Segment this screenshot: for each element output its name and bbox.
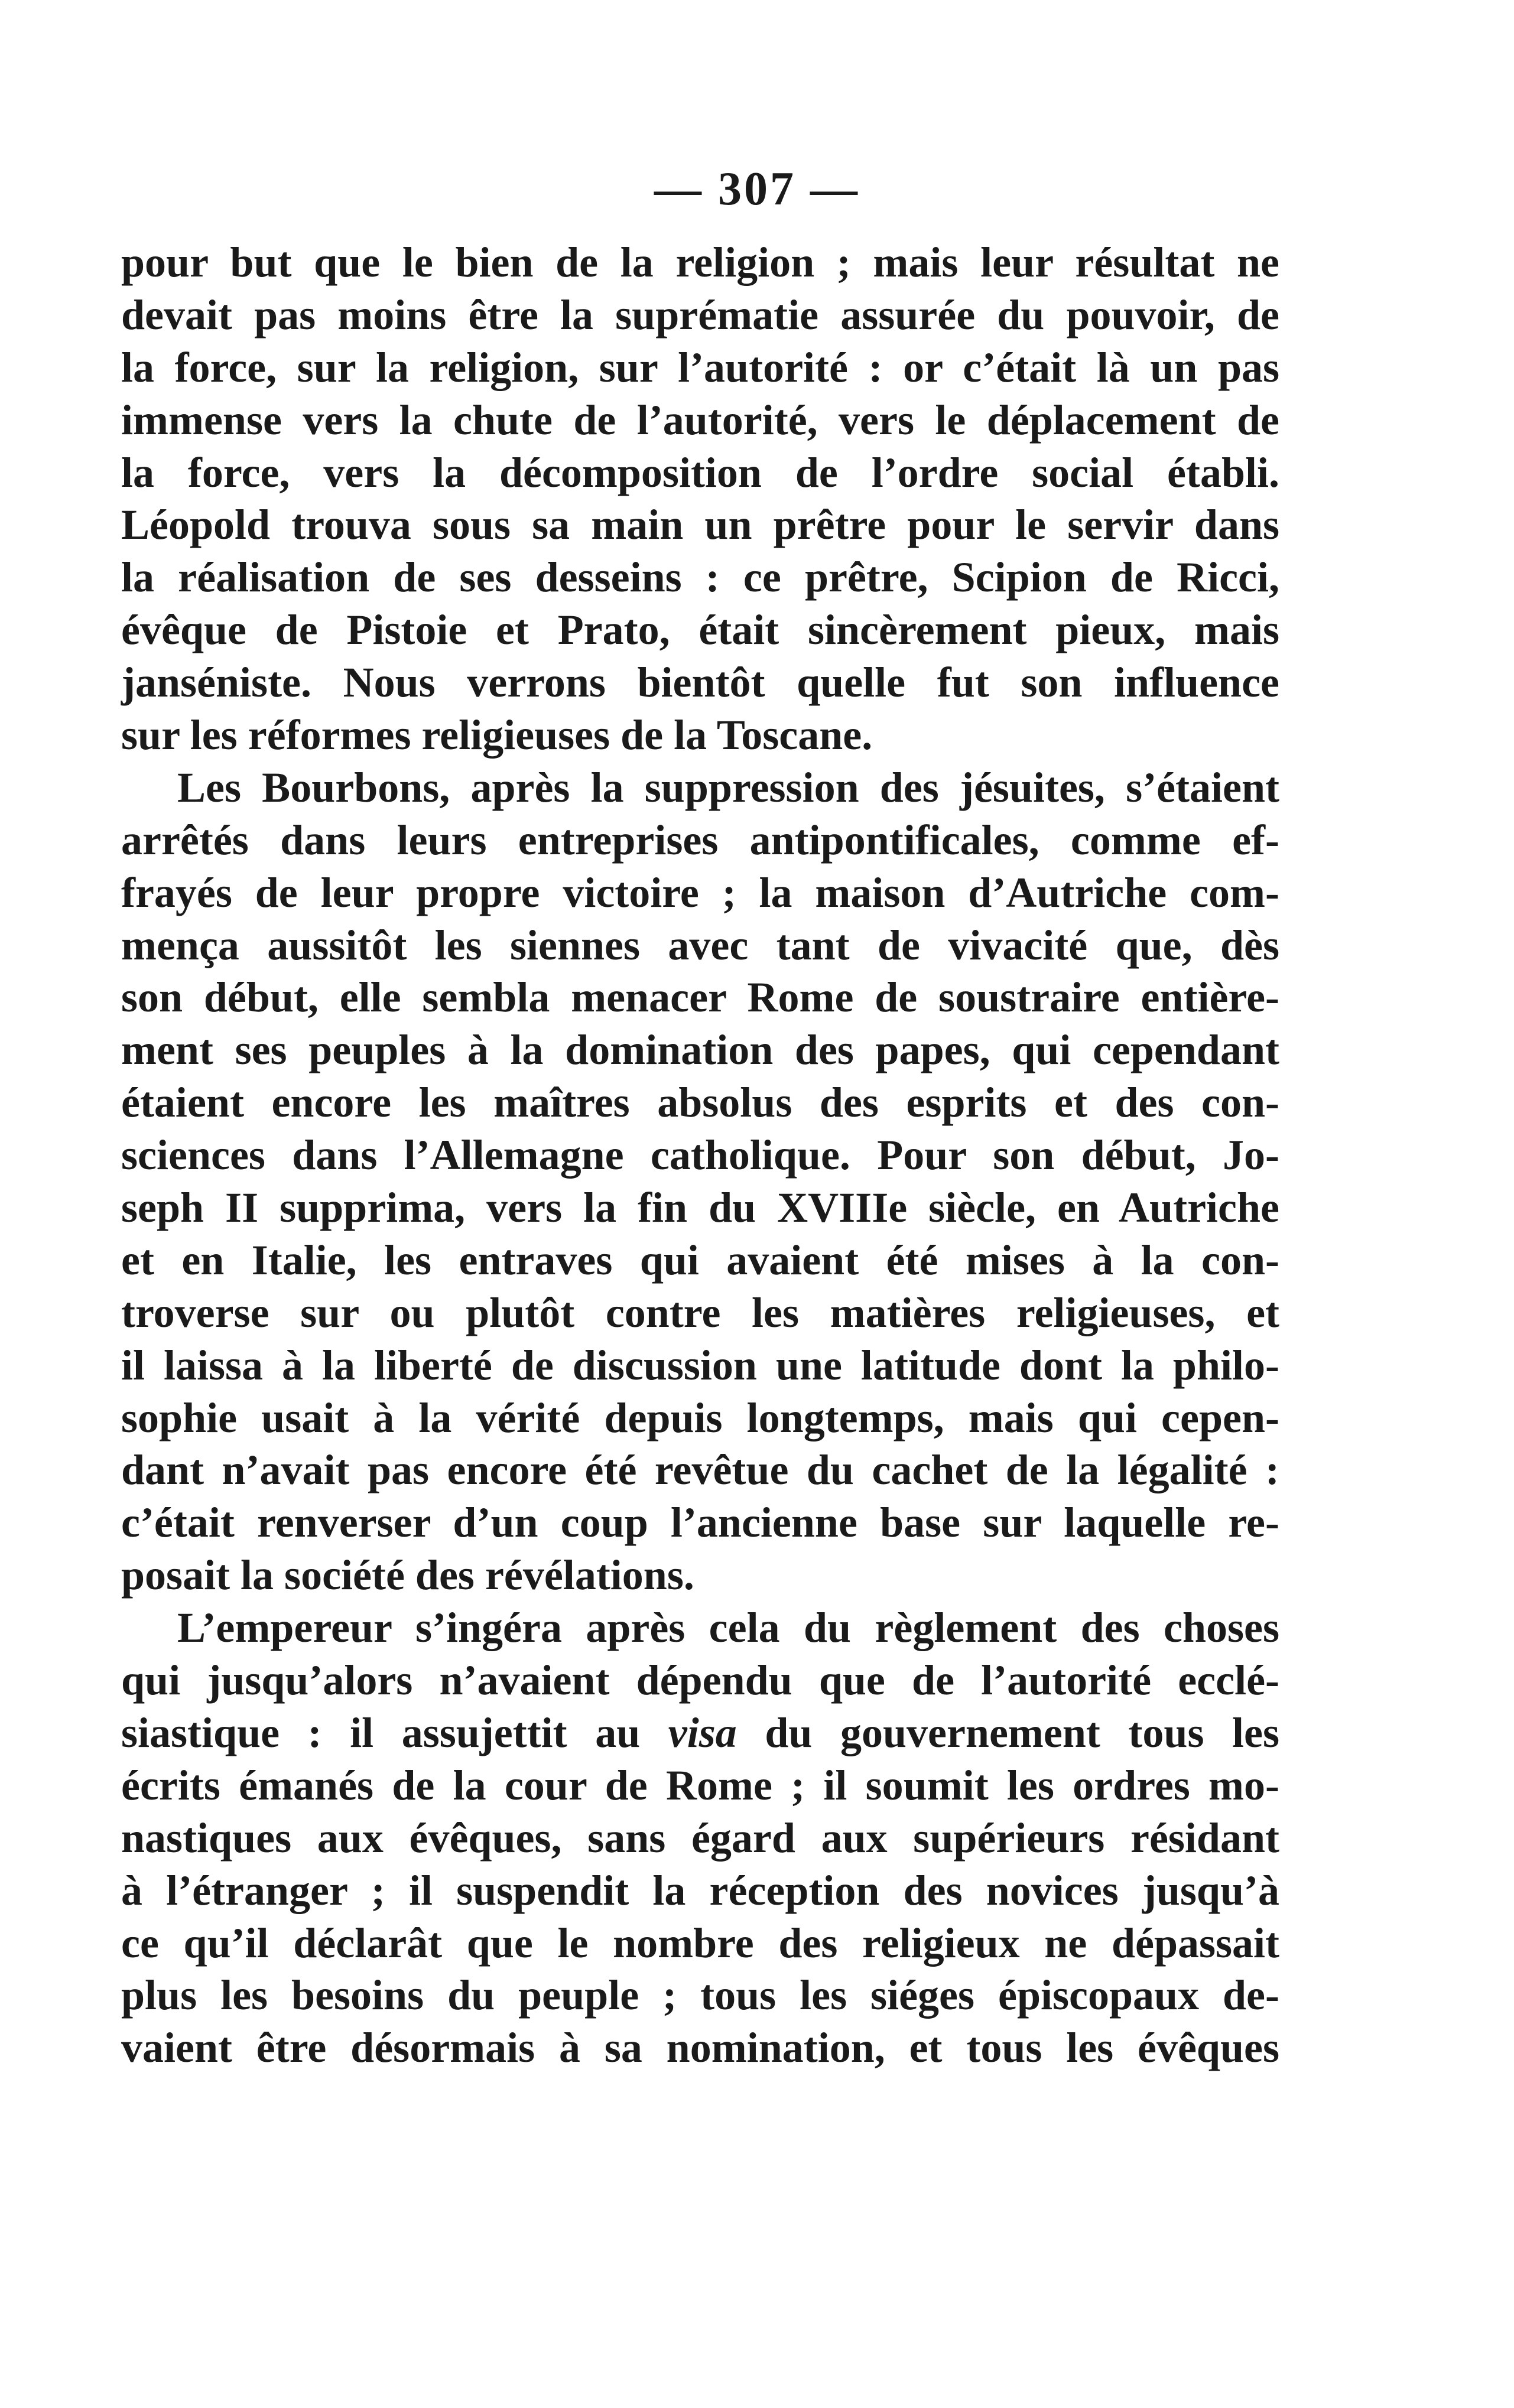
text-line: troverse sur ou plutôt contre les matières religieuses, et: [121, 1288, 1279, 1336]
text-line: la réalisation de ses desseins : ce prêtre, Scipion de Ricci,: [121, 554, 1279, 601]
text-line: la force, sur la religion, sur l’autorité : or c’était là un pas: [121, 343, 1279, 391]
text-line: posait la société des révélations.: [121, 1551, 694, 1599]
text-line: sur les réformes religieuses de la Toscane.: [121, 711, 873, 759]
text-line: son début, elle sembla menacer Rome de soustraire entière-: [121, 974, 1279, 1021]
text-line: immense vers la chute de l’autorité, vers le déplacement de: [121, 396, 1279, 444]
text-line: plus les besoins du peuple ; tous les siéges épiscopaux de-: [121, 1971, 1279, 2019]
text-line: qui jusqu’alors n’avaient dépendu que de l’autorité ecclé-: [121, 1657, 1279, 1704]
text-line: arrêtés dans leurs entreprises antipontificales, comme ef-: [121, 816, 1279, 864]
text-line: nastiques aux évêques, sans égard aux supérieurs résidant: [121, 1814, 1279, 1862]
page-number: — 307 —: [654, 163, 860, 215]
text-line: sciences dans l’Allemagne catholique. Pour son début, Jo-: [121, 1131, 1279, 1179]
text-line: c’était renverser d’un coup l’ancienne base sur laquelle re-: [121, 1499, 1279, 1547]
text-line: dant n’avait pas encore été revêtue du cachet de la légalité :: [121, 1446, 1279, 1494]
text-line: L’empereur s’ingéra après cela du règlement des choses: [177, 1604, 1279, 1652]
text-line: seph II supprima, vers la fin du XVIIIe siècle, en Autriche: [121, 1184, 1279, 1232]
text-line: [121, 1707, 1279, 1759]
body-text: [121, 236, 1279, 2074]
text-line: vaient être désormais à sa nomination, et tous les évêques: [121, 2024, 1279, 2072]
text-line: janséniste. Nous verrons bientôt quelle fut son influence: [121, 659, 1279, 707]
text-line: la force, vers la décomposition de l’ordre social établi.: [121, 448, 1279, 496]
text-line-part: du gouvernement tous les: [736, 1709, 1279, 1756]
text-line: à l’étranger ; il suspendit la réception des novices jusqu’à: [121, 1866, 1279, 1914]
text-line: Les Bourbons, après la suppression des jésuites, s’étaient: [177, 763, 1279, 811]
text-line: sophie usait à la vérité depuis longtemps, mais qui cepen-: [121, 1394, 1279, 1441]
text-line: et en Italie, les entraves qui avaient été mises à la con-: [121, 1236, 1279, 1284]
text-line: devait pas moins être la suprématie assurée du pouvoir, de: [121, 291, 1279, 339]
text-line-part: siastique : il assujettit au: [121, 1709, 668, 1756]
text-line: évêque de Pistoie et Prato, était sincèrement pieux, mais: [121, 606, 1279, 654]
text-line: ce qu’il déclarât que le nombre des religieux ne dépassait: [121, 1919, 1279, 1967]
italic-word: visa: [668, 1709, 737, 1756]
text-line: écrits émanés de la cour de Rome ; il soumit les ordres mo-: [121, 1761, 1279, 1809]
text-line: ment ses peuples à la domination des papes, qui cependant: [121, 1026, 1279, 1074]
text-line: mença aussitôt les siennes avec tant de vivacité que, dès: [121, 921, 1279, 969]
text-line: étaient encore les maîtres absolus des esprits et des con-: [121, 1079, 1279, 1127]
text-line: pour but que le bien de la religion ; mais leur résultat ne: [121, 239, 1279, 286]
text-line: il laissa à la liberté de discussion une latitude dont la philo-: [121, 1341, 1279, 1389]
text-line: frayés de leur propre victoire ; la maison d’Autriche com-: [121, 868, 1279, 916]
text-line: Léopold trouva sous sa main un prêtre pour le servir dans: [121, 501, 1279, 549]
